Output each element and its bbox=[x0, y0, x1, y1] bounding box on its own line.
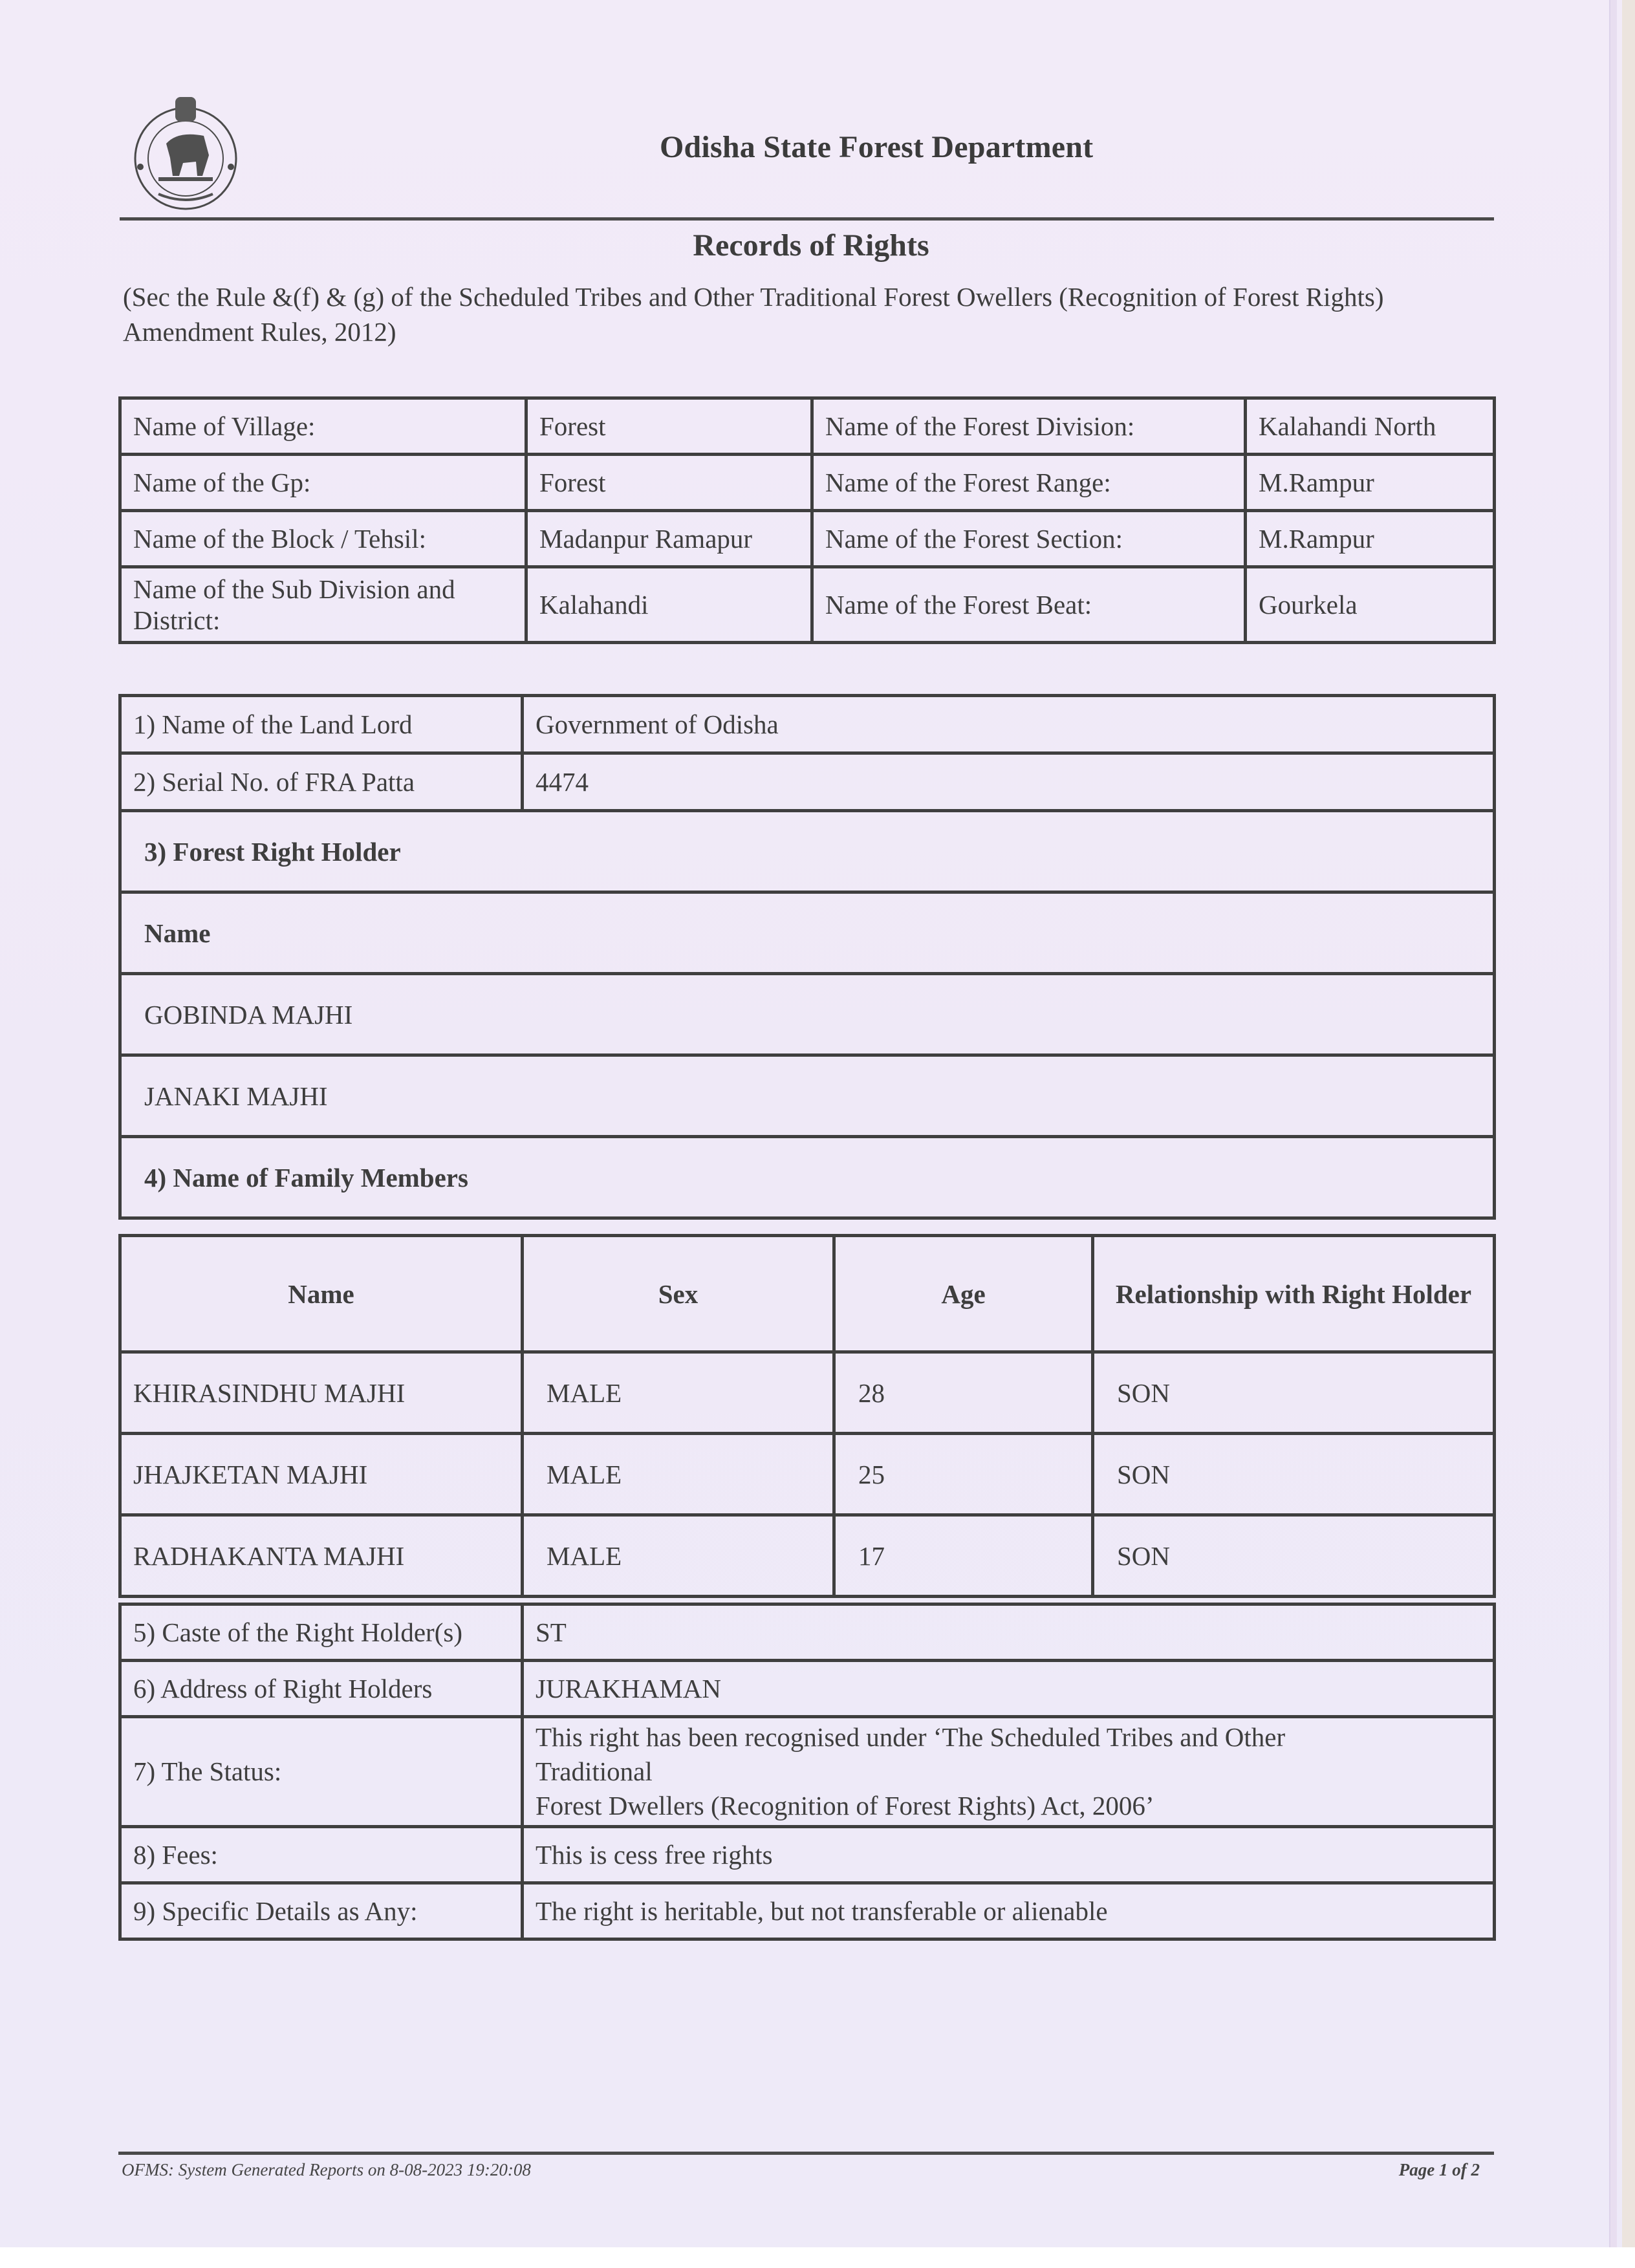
rights-status-table bbox=[118, 1603, 1496, 1941]
status-row bbox=[120, 1717, 1495, 1827]
member-name: RADHAKANTA MAJHI bbox=[120, 1515, 523, 1597]
family-heading-row bbox=[120, 1137, 1495, 1218]
field-value: 4474 bbox=[523, 753, 1495, 811]
caste-row bbox=[120, 1604, 1495, 1661]
fees-row bbox=[120, 1827, 1495, 1883]
location-row bbox=[120, 511, 1495, 567]
field-label: 9) Specific Details as Any: bbox=[120, 1883, 523, 1939]
right-holder-name: GOBINDA MAJHI bbox=[120, 974, 1495, 1055]
member-sex: MALE bbox=[523, 1352, 834, 1434]
rights-details-table bbox=[118, 694, 1496, 1220]
member-relationship: SON bbox=[1093, 1352, 1495, 1434]
right-holder-name: JANAKI MAJHI bbox=[120, 1055, 1495, 1137]
header-divider bbox=[120, 217, 1494, 221]
address-row bbox=[120, 1661, 1495, 1717]
section-heading: 4) Name of Family Members bbox=[120, 1137, 1495, 1218]
member-sex: MALE bbox=[523, 1515, 834, 1597]
member-name: KHIRASINDHU MAJHI bbox=[120, 1352, 523, 1434]
location-label: Name of the Forest Division: bbox=[812, 398, 1246, 455]
odisha-emblem-icon bbox=[133, 91, 239, 217]
department-title: Odisha State Forest Department bbox=[660, 130, 1094, 164]
page-number: Page 1 of 2 bbox=[1398, 2160, 1480, 2179]
right-holder-name-heading-row bbox=[120, 892, 1495, 974]
member-relationship: SON bbox=[1093, 1515, 1495, 1597]
right-holder-row bbox=[120, 974, 1495, 1055]
field-value: This is cess free rights bbox=[523, 1827, 1495, 1883]
location-label: Name of the Forest Section: bbox=[812, 511, 1246, 567]
location-label: Name of the Gp: bbox=[120, 455, 526, 511]
document-subtitle: (Sec the Rule &(f) & (g) of the Scheduled Tribes and Other Traditional Forest Owellers (Recognition of Forest Rights) Amendment Rules, 2012) bbox=[123, 282, 1384, 347]
status-line: Forest Dwellers (Recognition of Forest Rights) Act, 2006’ bbox=[536, 1791, 1154, 1820]
field-label: 7) The Status: bbox=[120, 1717, 523, 1827]
location-label: Name of the Sub Division and District: bbox=[120, 567, 526, 643]
footer-divider bbox=[118, 2152, 1494, 2155]
location-value: Forest bbox=[526, 455, 812, 511]
location-label: Name of the Block / Tehsil: bbox=[120, 511, 526, 567]
location-value: Forest bbox=[526, 398, 812, 455]
column-header: Age bbox=[834, 1236, 1093, 1352]
member-age: 17 bbox=[834, 1515, 1093, 1597]
member-age: 28 bbox=[834, 1352, 1093, 1434]
document-title: Records of Rights bbox=[693, 228, 929, 263]
location-row bbox=[120, 455, 1495, 511]
column-header: Relationship with Right Holder bbox=[1093, 1236, 1495, 1352]
location-value: Madanpur Ramapur bbox=[526, 511, 812, 567]
paper-edge bbox=[1609, 0, 1617, 2247]
location-label: Name of Village: bbox=[120, 398, 526, 455]
location-row bbox=[120, 567, 1495, 643]
column-header: Sex bbox=[523, 1236, 834, 1352]
field-value: JURAKHAMAN bbox=[523, 1661, 1495, 1717]
field-label: 5) Caste of the Right Holder(s) bbox=[120, 1604, 523, 1661]
location-value: M.Rampur bbox=[1246, 511, 1495, 567]
column-heading: Name bbox=[120, 892, 1495, 974]
field-label: 2) Serial No. of FRA Patta bbox=[120, 753, 523, 811]
member-age: 25 bbox=[834, 1434, 1093, 1515]
field-label: 8) Fees: bbox=[120, 1827, 523, 1883]
family-member-row bbox=[120, 1352, 1495, 1434]
section-heading: 3) Forest Right Holder bbox=[120, 811, 1495, 892]
right-holder-heading-row bbox=[120, 811, 1495, 892]
field-label: 1) Name of the Land Lord bbox=[120, 696, 523, 753]
location-value: Kalahandi North bbox=[1246, 398, 1495, 455]
member-sex: MALE bbox=[523, 1434, 834, 1515]
field-value: Government of Odisha bbox=[523, 696, 1495, 753]
status-value bbox=[523, 1717, 1495, 1827]
family-header-row bbox=[120, 1236, 1495, 1352]
location-label: Name of the Forest Range: bbox=[812, 455, 1246, 511]
right-holder-row bbox=[120, 1055, 1495, 1137]
generated-timestamp: OFMS: System Generated Reports on 8-08-2023 19:20:08 bbox=[122, 2160, 531, 2179]
family-member-row bbox=[120, 1515, 1495, 1597]
location-value: Kalahandi bbox=[526, 567, 812, 643]
column-header: Name bbox=[120, 1236, 523, 1352]
family-member-row bbox=[120, 1434, 1495, 1515]
field-label: 6) Address of Right Holders bbox=[120, 1661, 523, 1717]
land-lord-row bbox=[120, 696, 1495, 753]
field-value: The right is heritable, but not transferable or alienable bbox=[523, 1883, 1495, 1939]
location-row bbox=[120, 398, 1495, 455]
location-table bbox=[118, 396, 1496, 644]
member-name: JHAJKETAN MAJHI bbox=[120, 1434, 523, 1515]
status-line: This right has been recognised under ‘The Scheduled Tribes and Other bbox=[536, 1722, 1286, 1752]
family-members-table bbox=[118, 1234, 1496, 1598]
serial-no-row bbox=[120, 753, 1495, 811]
specific-details-row bbox=[120, 1883, 1495, 1939]
location-label: Name of the Forest Beat: bbox=[812, 567, 1246, 643]
member-relationship: SON bbox=[1093, 1434, 1495, 1515]
field-value: ST bbox=[523, 1604, 1495, 1661]
location-value: Gourkela bbox=[1246, 567, 1495, 643]
status-line: Traditional bbox=[536, 1756, 653, 1786]
location-value: M.Rampur bbox=[1246, 455, 1495, 511]
scan-margin bbox=[0, 2247, 1635, 2268]
